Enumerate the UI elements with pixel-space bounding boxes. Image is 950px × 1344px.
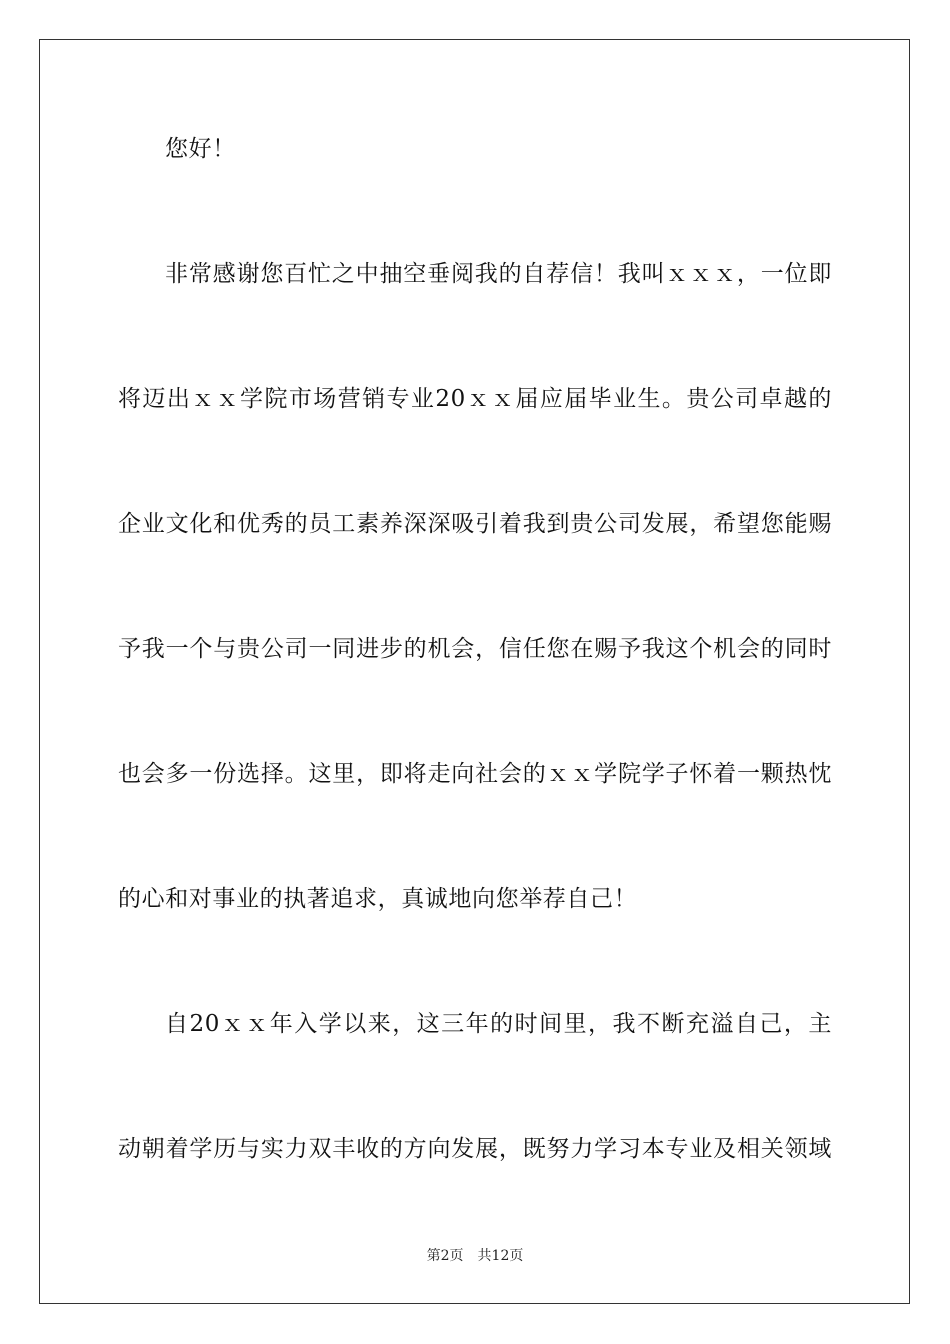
- paragraph-line: 将迈出ｘｘ学院市场营销专业20ｘｘ届应届毕业生。贵公司卓越的: [118, 386, 832, 412]
- paragraph-line: 也会多一份选择。这里，即将走向社会的ｘｘ学院学子怀着一颗热忱: [118, 761, 832, 787]
- paragraph-line: 予我一个与贵公司一同进步的机会，信任您在赐予我这个机会的同时: [118, 636, 832, 662]
- paragraph-line: 企业文化和优秀的员工素养深深吸引着我到贵公司发展，希望您能赐: [118, 511, 832, 537]
- page-border: [39, 39, 910, 1304]
- page-number: 第2页: [426, 1248, 464, 1264]
- paragraph-line: 动朝着学历与实力双丰收的方向发展，既努力学习本专业及相关领域: [118, 1136, 832, 1162]
- greeting-line: 您好！: [165, 136, 236, 162]
- page-footer: [0, 1247, 950, 1265]
- paragraph-line: 的心和对事业的执著追求，真诚地向您举荐自己！: [118, 886, 638, 912]
- page-total: 共12页: [477, 1248, 524, 1264]
- paragraph-line: 自20ｘｘ年入学以来，这三年的时间里，我不断充溢自己，主: [165, 1011, 832, 1037]
- paragraph-line: 非常感谢您百忙之中抽空垂阅我的自荐信！我叫ｘｘｘ，一位即: [165, 261, 832, 287]
